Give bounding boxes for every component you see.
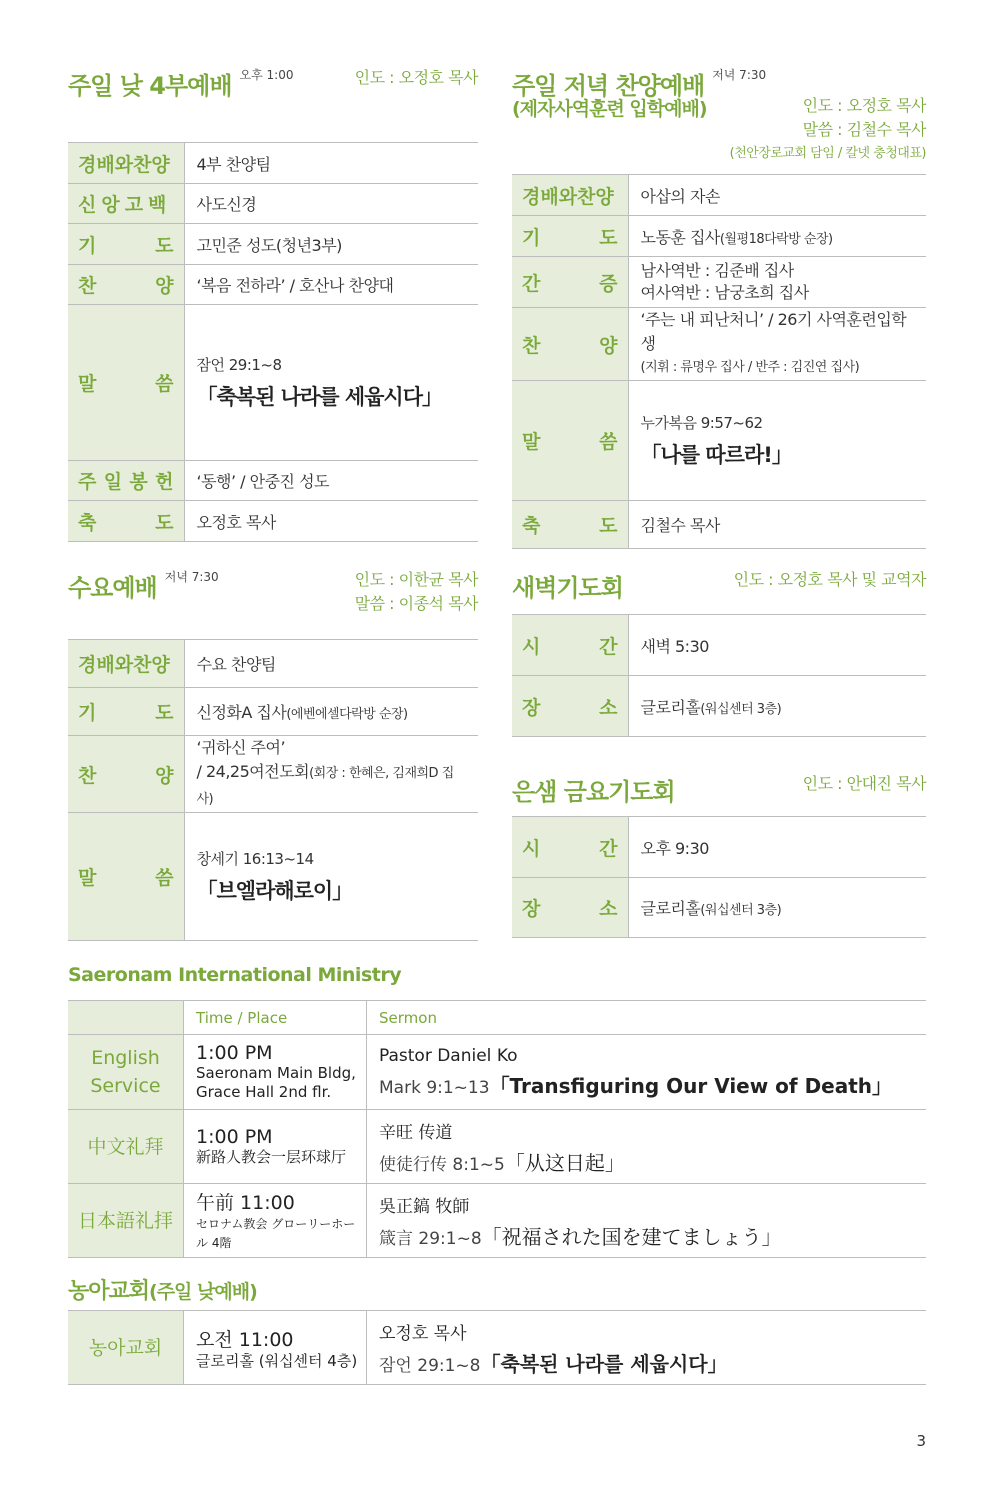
row-value: ‘동행’ / 안중진 성도	[184, 461, 478, 501]
service-table	[68, 639, 478, 941]
section-title: 은샘 금요기도회	[512, 778, 675, 806]
row-value: 남사역반 : 김준배 집사 여사역반 : 남궁초희 집사	[628, 257, 926, 308]
row-label: 기 도	[522, 226, 618, 249]
table-row	[68, 265, 478, 305]
service-time: 저녁 7:30	[164, 570, 219, 584]
row-value: 새벽 5:30	[628, 615, 926, 676]
section-wednesday	[68, 568, 478, 941]
section-title: 새벽기도회	[512, 574, 623, 602]
scripture-ref: 누가복음 9:57~62	[640, 414, 763, 432]
row-label: 찬 양	[78, 764, 174, 787]
table-row	[68, 813, 478, 941]
section-header	[68, 568, 478, 638]
service-table	[512, 614, 926, 737]
row-label: 축 도	[78, 511, 174, 534]
scripture-ref: 잠언 29:1~8	[196, 356, 282, 374]
intl-header-blank	[68, 1001, 184, 1035]
row-value: ‘복음 전하라’ / 호산나 찬양대	[184, 265, 478, 305]
nonga-label: 농아교회	[68, 1311, 184, 1385]
time-place: 午前 11:00 セロナム教会 グローリーホール 4階	[184, 1184, 367, 1258]
row-label: 경배와찬양	[78, 153, 170, 176]
service-table	[512, 816, 926, 938]
section-header	[68, 66, 478, 136]
leader-info: 인도 : 안대진 목사	[802, 774, 926, 793]
time-place: 1:00 PM 新路人教会一层环球厅	[184, 1110, 367, 1184]
table-row	[512, 381, 926, 501]
section-title: 주일 저녁 찬양예배 $^{저녁 7:30}$	[512, 68, 767, 100]
intl-title: Saeronam International Ministry	[68, 964, 402, 986]
sermon-title: 「브엘라해로이」	[196, 879, 353, 903]
section-header	[512, 772, 926, 816]
table-row	[512, 615, 926, 676]
row-label: 시 간	[522, 635, 618, 658]
leader-info: 인도 : 이한균 목사 말씀 : 이종석 목사	[354, 570, 478, 613]
row-value: 수요 찬양팀	[184, 640, 478, 688]
section-header	[512, 66, 926, 174]
section-friday	[512, 772, 926, 938]
row-label: 기 도	[78, 702, 174, 724]
section-sunday-evening	[512, 66, 926, 549]
service-time: 오후 1:00	[239, 68, 294, 82]
sermon-info: 吳正鎬 牧師 箴言 29:1~8「祝福された国を建てましょう」	[367, 1184, 927, 1258]
intl-table	[68, 1000, 926, 1258]
row-label: 찬 양	[522, 334, 618, 357]
row-value: ‘주는 내 피난처니’ / 26기 사역훈련입학생 (지휘 : 류명우 집사 / 반주 : 김진연 집사)	[628, 308, 926, 381]
row-value: 글로리홀(워십센터 3층)	[628, 878, 926, 938]
row-label: 축 도	[522, 515, 618, 537]
row-value: 오후 9:30	[628, 817, 926, 878]
table-row	[68, 305, 478, 461]
row-label: 주 일 봉 헌	[78, 471, 174, 493]
row-label: 경배와찬양	[78, 654, 170, 676]
table-row	[512, 257, 926, 308]
row-value: 신정화A 집사(에벤에셀다락방 순장)	[184, 688, 478, 736]
row-label: 말 씀	[522, 431, 618, 453]
section-header	[512, 568, 926, 614]
time-place: 1:00 PM Saeronam Main Bldg, Grace Hall 2nd flr.	[184, 1035, 367, 1110]
leader-info: 인도 : 오정호 목사 및 교역자	[733, 570, 926, 589]
row-label: 기 도	[78, 234, 174, 257]
intl-header-row	[68, 1001, 926, 1035]
row-value: 노동훈 집사(월평18다락방 순장)	[628, 216, 926, 257]
sermon-info: 오정호 목사 잠언 29:1~8「축복된 나라를 세웁시다」	[367, 1311, 927, 1385]
row-value: 고민준 성도(청년3부)	[184, 224, 478, 265]
table-row	[68, 184, 478, 224]
row-label: 신앙고백	[78, 194, 172, 216]
row-label: 장 소	[522, 696, 618, 719]
table-row	[68, 501, 478, 542]
leader-info: 인도 : 오정호 목사 말씀 : 김철수 목사 (천안장로교회 담임 / 칼넷 충청대표)	[729, 96, 926, 161]
nonga-title: 농아교회(주일 낮예배)	[68, 1279, 257, 1304]
table-row	[68, 688, 478, 736]
service-language: 日本語礼拝	[68, 1184, 184, 1258]
row-value: 사도신경	[184, 184, 478, 224]
service-table	[68, 142, 478, 542]
row-label: 경배와찬양	[522, 185, 614, 208]
sermon-cell	[184, 813, 478, 941]
table-row	[68, 1035, 926, 1110]
table-row	[68, 461, 478, 501]
row-value: 글로리홀(워십센터 3층)	[628, 676, 926, 737]
section-subtitle: (제자사역훈련 입학예배)	[512, 98, 707, 120]
row-value: 김철수 목사	[628, 501, 926, 549]
col-sermon: Sermon	[367, 1001, 927, 1035]
row-value: 오정호 목사	[184, 501, 478, 542]
table-row	[68, 224, 478, 265]
service-table	[512, 174, 926, 549]
row-value: 4부 찬양팀	[184, 143, 478, 184]
section-dawn	[512, 568, 926, 737]
row-value: ‘귀하신 주여’ / 24,25여전도회(회장 : 한혜은, 김재희D 집사)	[184, 736, 478, 813]
leader-info: 인도 : 오정호 목사	[354, 68, 478, 87]
service-language: English Service	[68, 1035, 184, 1110]
sermon-title: 「나를 따르라!」	[640, 443, 792, 467]
nonga-table	[68, 1310, 926, 1385]
row-label: 시 간	[522, 837, 618, 860]
scripture-ref: 창세기 16:13~14	[196, 850, 314, 868]
row-label: 말 씀	[78, 373, 174, 395]
table-row	[512, 308, 926, 381]
row-label: 찬 양	[78, 275, 174, 297]
table-row	[512, 175, 926, 216]
sermon-title: 「축복된 나라를 세웁시다」	[196, 385, 442, 409]
table-row	[512, 501, 926, 549]
time-place: 오전 11:00 글로리홀 (워십센터 4층)	[184, 1311, 367, 1385]
table-row	[68, 143, 478, 184]
row-value: 아삽의 자손	[628, 175, 926, 216]
table-row	[68, 736, 478, 813]
section-sunday4	[68, 66, 478, 542]
table-row	[512, 216, 926, 257]
row-label: 말 씀	[78, 867, 174, 889]
table-row	[68, 640, 478, 688]
table-row	[68, 1184, 926, 1258]
row-label: 간 증	[522, 272, 618, 295]
table-row	[68, 1311, 926, 1385]
table-row	[512, 676, 926, 737]
sermon-info: 辛旺 传道 使徒行传 8:1~5「从这日起」	[367, 1110, 927, 1184]
sermon-info: Pastor Daniel Ko Mark 9:1~13「Transfiguring Our View of Death」	[367, 1035, 927, 1110]
section-title: 수요예배 $^{저녁 7:30}$	[68, 570, 219, 602]
service-language: 中文礼拜	[68, 1110, 184, 1184]
table-row	[512, 817, 926, 878]
table-row	[512, 878, 926, 938]
section-title: 주일 낮 4부예배 $^{오후 1:00}$	[68, 68, 294, 100]
col-time-place: Time / Place	[184, 1001, 367, 1035]
row-label: 장 소	[522, 898, 618, 920]
service-time: 저녁 7:30	[712, 68, 767, 82]
sermon-cell	[628, 381, 926, 501]
table-row	[68, 1110, 926, 1184]
page-number: 3	[916, 1432, 926, 1450]
sermon-cell	[184, 305, 478, 461]
